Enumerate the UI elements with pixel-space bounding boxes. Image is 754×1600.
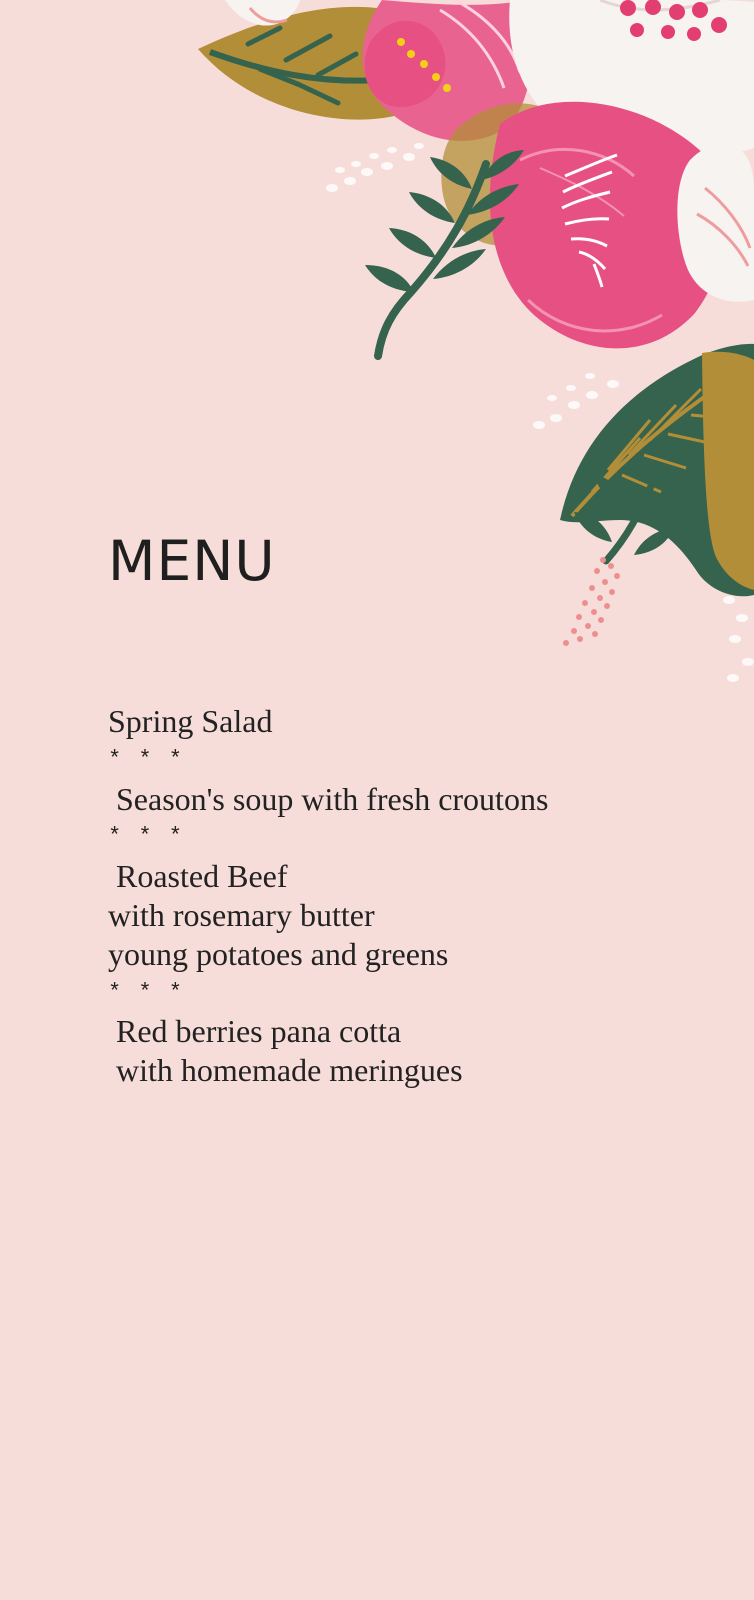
floral-bouquet-icon — [0, 0, 754, 700]
menu-item-roasted-beef-side: young potatoes and greens — [108, 935, 449, 972]
menu-list — [108, 702, 728, 1090]
page-title: MENU — [108, 529, 276, 593]
menu-item-pana-cotta-detail: with homemade meringues — [108, 1052, 463, 1089]
menu-separator: * * * — [108, 824, 185, 850]
menu-item-roasted-beef: Roasted Beef — [108, 858, 288, 895]
menu-item-pana-cotta: Red berries pana cotta — [108, 1013, 402, 1050]
menu-item-roasted-beef-detail: with rosemary butter — [108, 896, 375, 933]
menu-item-spring-salad: Spring Salad — [108, 703, 273, 739]
menu-separator: * * * — [108, 979, 185, 1005]
menu-item-soup: Season's soup with fresh croutons — [108, 780, 549, 817]
menu-separator: * * * — [108, 746, 185, 772]
